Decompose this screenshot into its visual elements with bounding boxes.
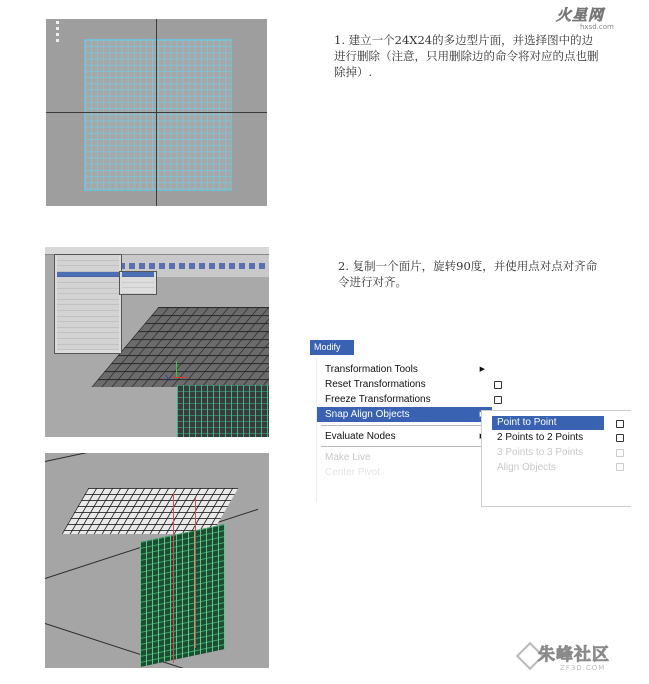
submenu-arrow-icon: ▶ <box>479 366 485 373</box>
shelf-icon <box>239 263 245 269</box>
menu-item-freeze-transformations[interactable] <box>325 393 485 406</box>
menu-item-label: 2 Points to 2 Points <box>497 432 584 443</box>
selected-edge-line <box>173 493 174 663</box>
menu-item-label: Point to Point <box>497 417 557 428</box>
menu-item-align-objects[interactable] <box>497 461 607 474</box>
shelf-icon <box>199 263 205 269</box>
shelf-icon <box>259 263 265 269</box>
shelf-icon <box>179 263 185 269</box>
menu-item-evaluate-nodes[interactable] <box>325 430 485 443</box>
logo-name: 朱峰社区 <box>538 645 610 665</box>
plane-24x24-mesh <box>84 39 232 191</box>
menu-item-center-pivot[interactable] <box>325 466 485 479</box>
menu-item-label: Evaluate Nodes <box>325 431 396 442</box>
shelf-icon <box>139 263 145 269</box>
hxsd-logo <box>530 4 645 32</box>
maya-snap-submenu-small <box>119 271 157 295</box>
menu-item-label: Reset Transformations <box>325 379 426 390</box>
menu-item-make-live[interactable] <box>325 451 485 464</box>
menu-item-label: Align Objects <box>497 462 556 473</box>
viewport-perspective-result <box>45 453 269 668</box>
maya-modify-menu-small <box>54 254 122 354</box>
modify-menu-title[interactable]: Modify <box>310 340 354 355</box>
shelf-icon <box>189 263 195 269</box>
shelf-icon <box>169 263 175 269</box>
ground-grid-line <box>45 453 264 462</box>
logo-url: ZF3D.COM <box>560 664 606 672</box>
shelf-icon <box>229 263 235 269</box>
gizmo-y-axis <box>176 361 177 377</box>
shelf-icon <box>149 263 155 269</box>
option-box-icon[interactable] <box>494 381 502 389</box>
option-box-icon[interactable] <box>616 420 624 428</box>
menu-separator <box>321 425 504 426</box>
mesh-side-face <box>177 385 269 437</box>
vertical-plane-mesh <box>140 524 225 667</box>
step-2-text: 2. 复制一个面片，旋转90度，并使用点对点对齐命令进行对齐。 <box>338 259 598 289</box>
shelf-icon <box>129 263 135 269</box>
shelf-icon <box>159 263 165 269</box>
menu-item-label: Center Pivot <box>325 467 381 478</box>
shelf-icon <box>219 263 225 269</box>
menu-item-snap-align-objects[interactable] <box>325 408 485 421</box>
shelf-icon <box>209 263 215 269</box>
menu-item-3-points-to-3-points[interactable] <box>497 446 607 459</box>
option-box-icon[interactable] <box>616 434 624 442</box>
logo-name: 火星网 <box>556 6 605 24</box>
menu-item-point-to-point[interactable] <box>497 416 607 429</box>
menu-row <box>57 345 119 351</box>
menu-item-transformation-tools[interactable] <box>325 363 485 376</box>
selected-edge-line <box>195 498 196 648</box>
option-box-icon[interactable] <box>616 463 624 471</box>
menu-item-label: 3 Points to 3 Points <box>497 447 584 458</box>
zf3d-logo <box>520 640 645 680</box>
menu-item-label: Make Live <box>325 452 371 463</box>
shelf-icon <box>249 263 255 269</box>
menu-separator <box>321 446 504 447</box>
menu-item-label: Snap Align Objects <box>325 409 410 420</box>
menu-item-label: Transformation Tools <box>325 364 418 375</box>
menu-item-reset-transformations[interactable] <box>325 378 485 391</box>
step-1-text: 1. 建立一个24X24的多边型片面，并选择图中的边进行删除（注意，只用删除边的命令将对应的点也删除掉）. <box>334 33 599 79</box>
menu-row <box>122 288 154 293</box>
viewport-maya-menu-screenshot <box>45 247 269 437</box>
viewport-toolbar-dots <box>56 21 61 45</box>
menu-item-label: Freeze Transformations <box>325 394 431 405</box>
menu-item-2-points-to-2-points[interactable] <box>497 431 607 444</box>
logo-url: hxsd.com <box>580 23 614 31</box>
option-box-icon[interactable] <box>494 396 502 404</box>
option-box-icon[interactable] <box>616 449 624 457</box>
axis-vertical <box>156 19 157 206</box>
viewport-top-plane <box>46 19 267 206</box>
snap-align-submenu <box>481 410 631 507</box>
